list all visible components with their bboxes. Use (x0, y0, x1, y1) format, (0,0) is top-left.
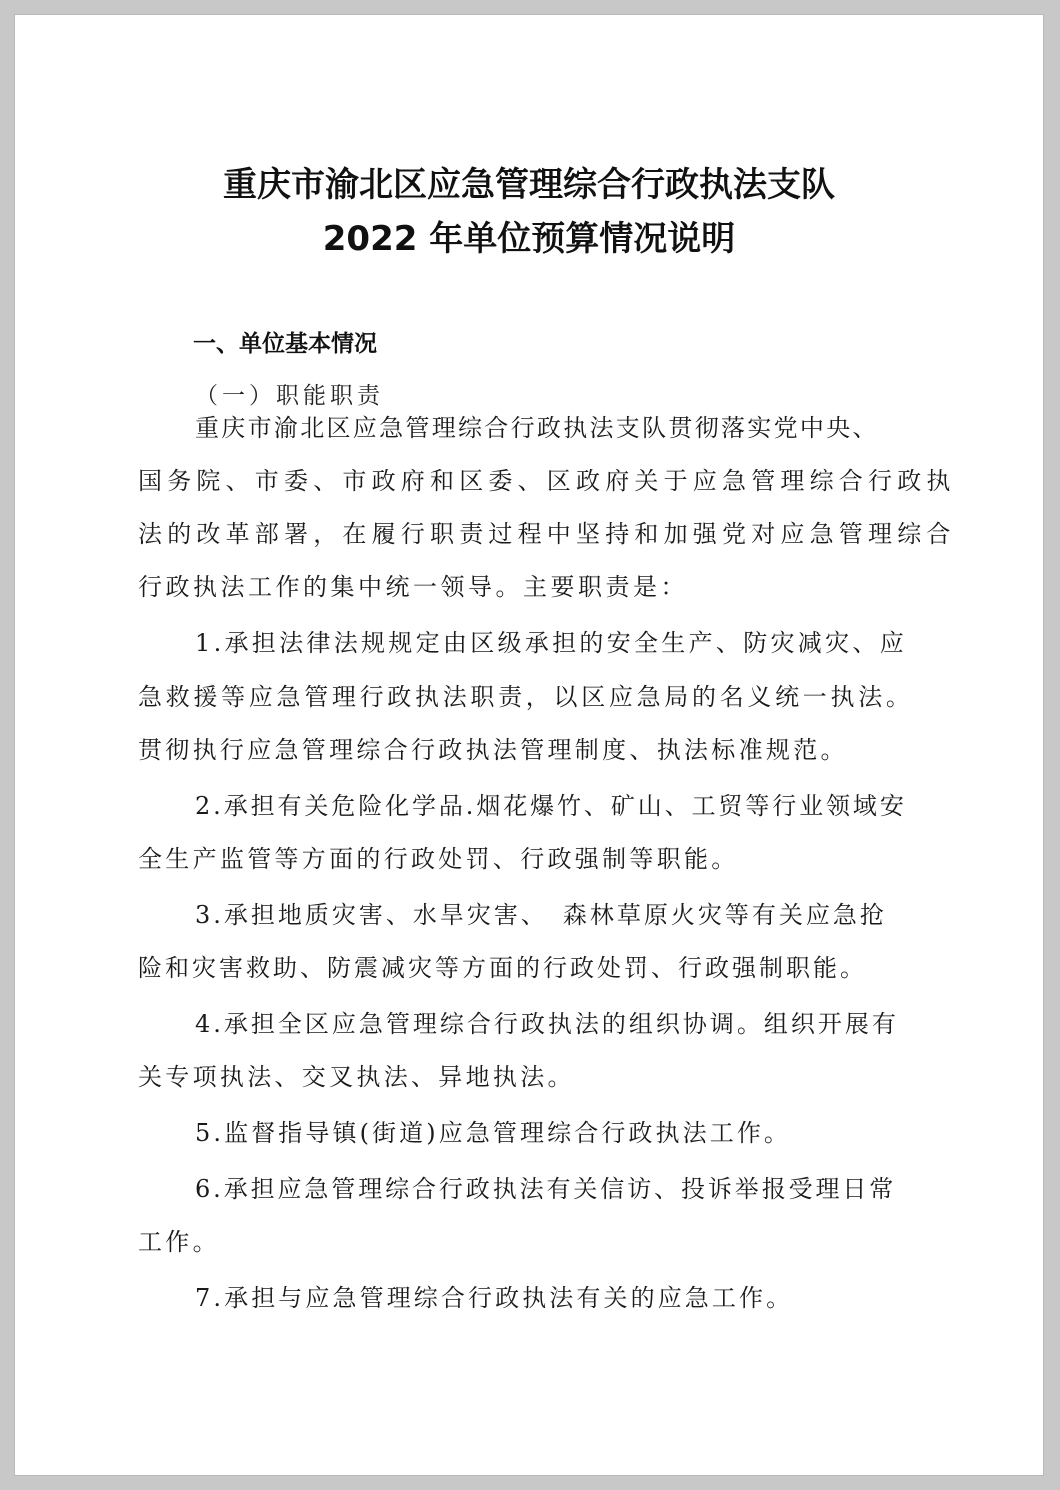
body-line: 险和灾害救助、防震减灾等方面的行政处罚、行政强制职能。 (138, 954, 867, 982)
document-title-line-2: 2022 年单位预算情况说明 (322, 219, 736, 259)
body-line: 贯彻执行应急管理综合行政执法管理制度、执法标准规范。 (138, 736, 848, 764)
body-line: 2.承担有关危险化学品.烟花爆竹、矿山、工贸等行业领域安 (195, 792, 907, 820)
body-line: 1.承担法律法规规定由区级承担的安全生产、防灾减灾、应 (195, 629, 907, 657)
document-page (14, 14, 1044, 1476)
body-line: 重庆市渝北区应急管理综合行政执法支队贯彻落实党中央、 (195, 414, 879, 442)
body-line: 国务院、市委、市政府和区委、区政府关于应急管理综合行政执 (138, 467, 956, 495)
body-line: 全生产监管等方面的行政处罚、行政强制等职能。 (138, 845, 739, 873)
body-line: 4.承担全区应急管理综合行政执法的组织协调。组织开展有 (195, 1010, 899, 1038)
body-line: 法的改革部署，在履行职责过程中坚持和加强党对应急管理综合 (138, 520, 956, 548)
section-heading: 一、单位基本情况 (193, 331, 377, 357)
body-line: 工作。 (138, 1228, 220, 1256)
subsection-heading: （一）职能职责 (195, 383, 384, 409)
body-line: 5.监督指导镇(街道)应急管理综合行政执法工作。 (195, 1119, 792, 1147)
body-line: 6.承担应急管理综合行政执法有关信访、投诉举报受理日常 (195, 1175, 897, 1203)
body-line: 3.承担地质灾害、水旱灾害、 森林草原火灾等有关应急抢 (195, 901, 887, 929)
body-line: 急救援等应急管理行政执法职责，以区应急局的名义统一执法。 (138, 683, 914, 711)
body-line: 关专项执法、交叉执法、异地执法。 (138, 1063, 575, 1091)
body-line: 7.承担与应急管理综合行政执法有关的应急工作。 (195, 1284, 794, 1312)
document-title-line-1: 重庆市渝北区应急管理综合行政执法支队 (223, 165, 835, 205)
body-line: 行政执法工作的集中统一领导。主要职责是： (138, 573, 688, 601)
